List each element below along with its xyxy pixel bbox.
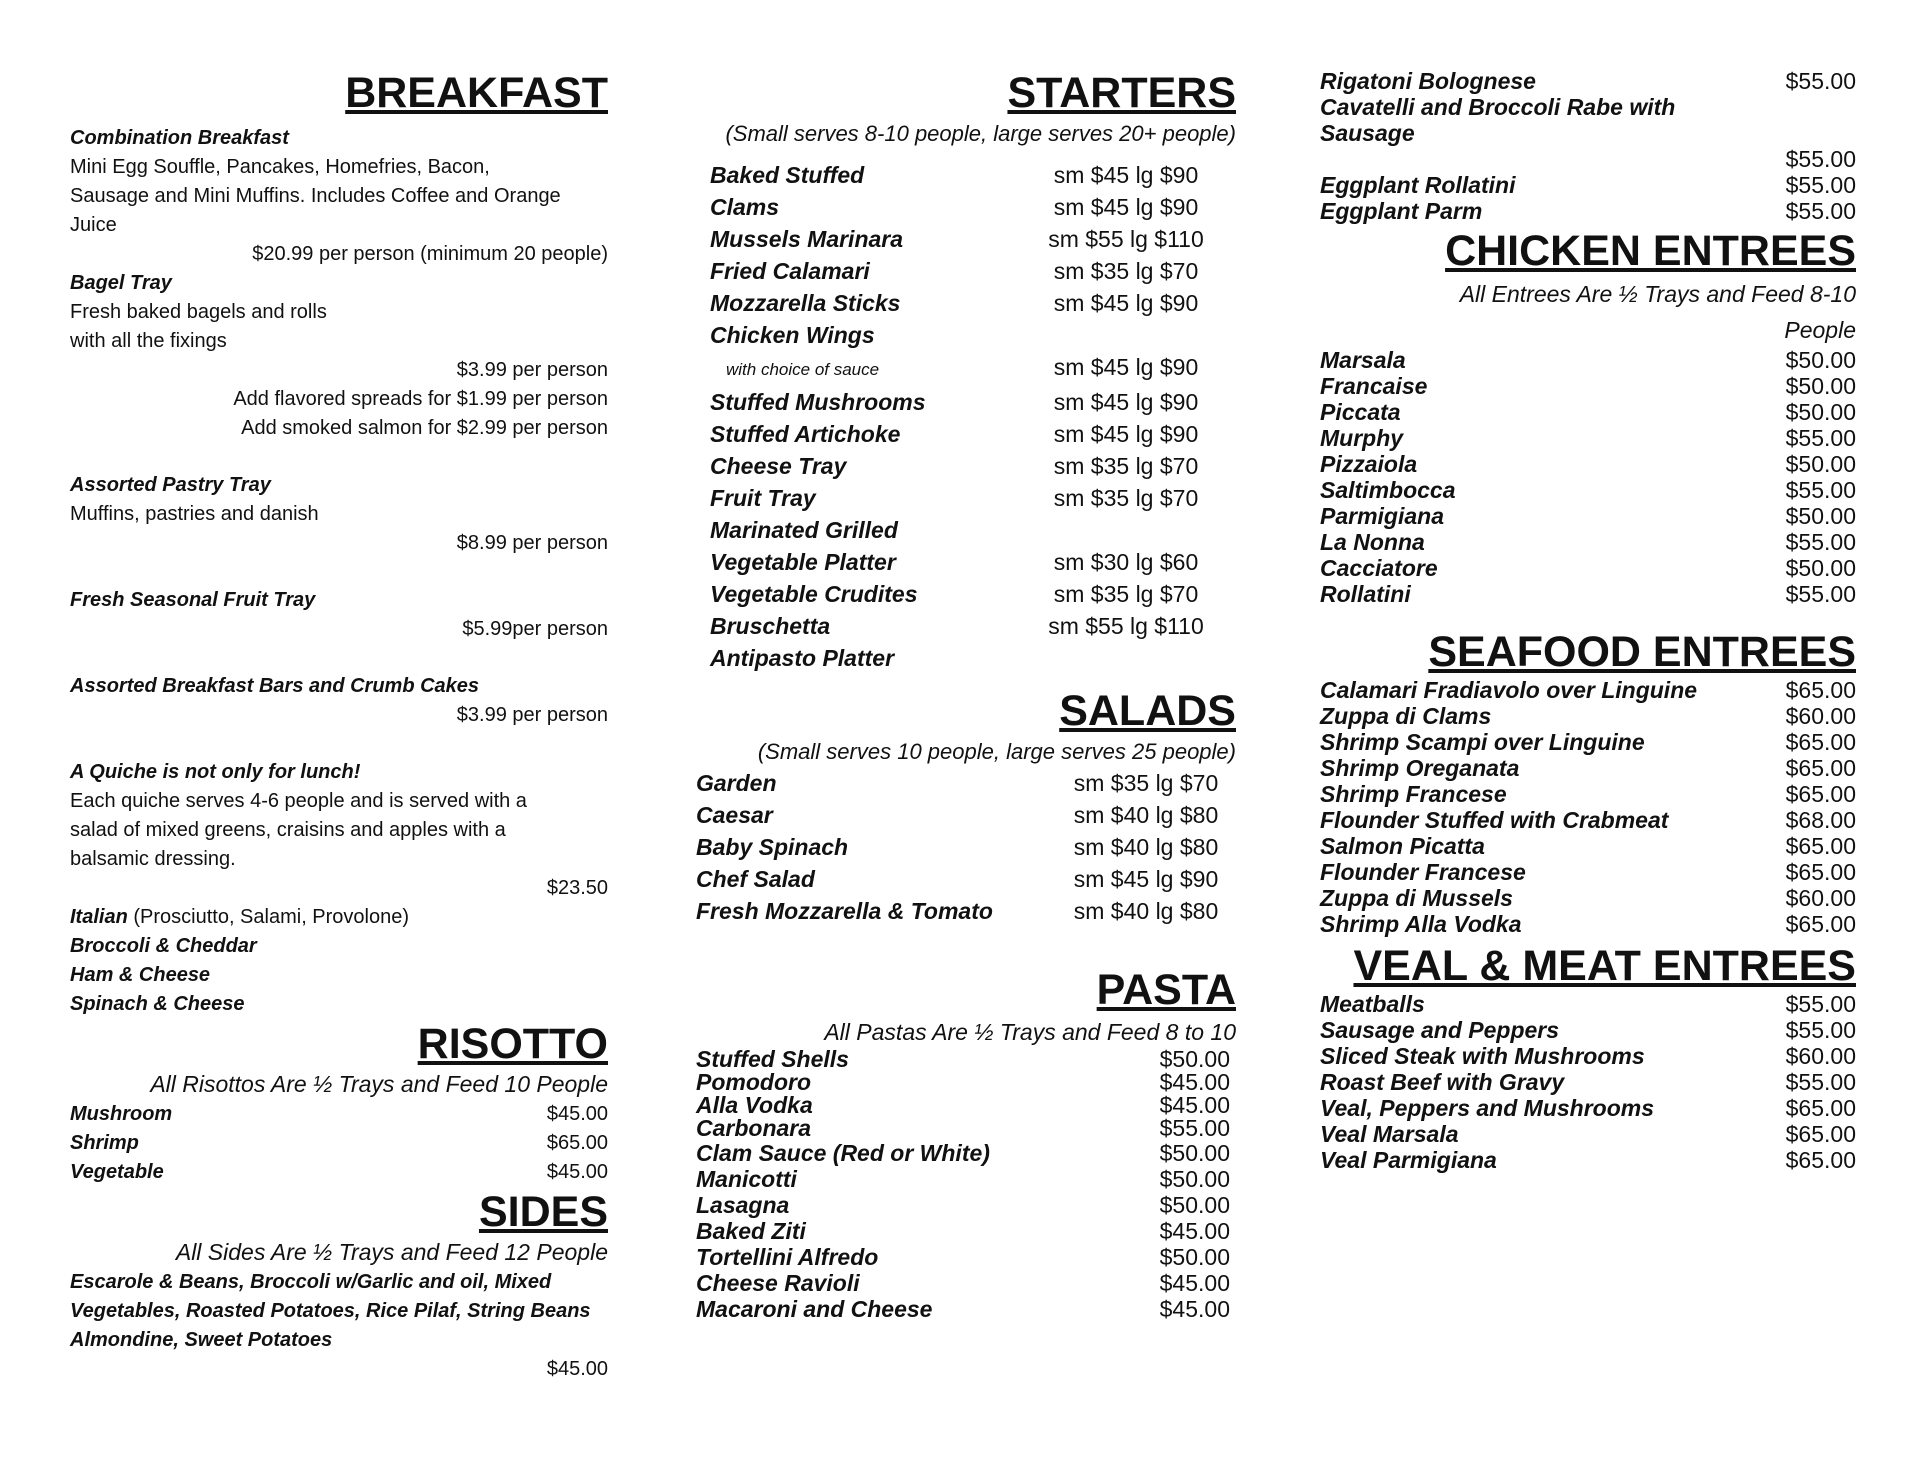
sides-price: $45.00 <box>546 1358 608 1380</box>
item-price: sm $40 lg $80 <box>1073 834 1219 860</box>
column-breakfast <box>70 68 608 1384</box>
item-price: $45.00 <box>546 1161 608 1183</box>
menu-item <box>696 418 1236 450</box>
risotto-heading: RISOTTO <box>417 1020 608 1068</box>
menu-item <box>696 386 1236 418</box>
item-price: sm $35 lg $70 <box>1053 581 1199 607</box>
menu-item <box>1320 1017 1856 1043</box>
item-price: sm $45 lg $90 <box>1053 421 1199 447</box>
item-price: sm $55 lg $110 <box>1048 226 1204 252</box>
item-name: Garden <box>696 770 777 796</box>
item-price: $55.00 <box>1785 198 1856 224</box>
item-price: $45.00 <box>1159 1092 1230 1118</box>
item-name: Chef Salad <box>696 866 815 892</box>
menu-item <box>1320 677 1856 703</box>
item-price: sm $30 lg $60 <box>1053 549 1199 575</box>
item-price: sm $35 lg $70 <box>1053 453 1199 479</box>
item-price: $55.00 <box>1785 425 1856 451</box>
item-price: sm $45 lg $90 <box>1053 194 1199 220</box>
item-name: Veal, Peppers and Mushrooms <box>1320 1095 1655 1121</box>
item-name: Mussels Marinara <box>710 226 904 252</box>
item-price: sm $45 lg $90 <box>1053 389 1199 415</box>
bagel-addon-spreads: Add flavored spreads for $1.99 per person <box>233 388 608 410</box>
item-price: $65.00 <box>1785 781 1856 807</box>
menu-item <box>1320 451 1856 477</box>
item-name: Shrimp Francese <box>1320 781 1507 807</box>
menu-item <box>1320 991 1856 1017</box>
item-price: $60.00 <box>1785 885 1856 911</box>
menu-item <box>1320 503 1856 529</box>
bagel-desc-1: Fresh baked bagels and rolls <box>70 301 327 323</box>
item-price: sm $55 lg $110 <box>1048 613 1204 639</box>
item-name: Baby Spinach <box>696 834 849 860</box>
item-name: Lasagna <box>696 1192 790 1218</box>
item-name: Carbonara <box>696 1115 812 1141</box>
item-name: Marsala <box>1320 347 1406 373</box>
item-name: Bruschetta <box>710 613 831 639</box>
quiche-price: $23.50 <box>546 877 608 899</box>
item-name: Baked Ziti <box>696 1218 806 1244</box>
menu-item <box>1320 347 1856 373</box>
item-name: Pomodoro <box>696 1069 811 1095</box>
item-price: $55.00 <box>1785 1069 1856 1095</box>
item-price: $45.00 <box>1159 1296 1230 1322</box>
menu-item <box>1320 373 1856 399</box>
menu-item <box>1320 1095 1856 1121</box>
item-price: $55.00 <box>1785 991 1856 1017</box>
item-price: $55.00 <box>1785 146 1856 172</box>
menu-item <box>696 159 1236 191</box>
sides-subtitle: All Sides Are ½ Trays and Feed 12 People <box>175 1239 608 1265</box>
menu-item <box>1320 885 1856 911</box>
item-name: Fruit Tray <box>710 485 816 511</box>
menu-item <box>1320 1147 1856 1173</box>
quiche-italian <box>70 903 608 932</box>
item-price: $50.00 <box>1785 373 1856 399</box>
item-name: Vegetable Crudites <box>710 581 918 607</box>
menu-item <box>70 1100 608 1129</box>
menu-item <box>1320 1121 1856 1147</box>
item-name: Roast Beef with Gravy <box>1320 1069 1565 1095</box>
quiche-name: A Quiche is not only for lunch! <box>70 761 361 783</box>
menu-item <box>696 1140 1236 1166</box>
pastry-desc: Muffins, pastries and danish <box>70 503 319 525</box>
item-name: Alla Vodka <box>696 1092 813 1118</box>
menu-item <box>1320 859 1856 885</box>
quiche-desc: Each quiche serves 4-6 people and is served with a salad of mixed greens, craisins and apples with a balsamic dressing. <box>70 790 527 870</box>
item-name: Piccata <box>1320 399 1401 425</box>
menu-item <box>1320 399 1856 425</box>
menu-item <box>1320 68 1856 94</box>
item-name: Fresh Mozzarella & Tomato <box>696 898 993 924</box>
item-name: Cheese Ravioli <box>696 1270 860 1296</box>
item-name: Shrimp Alla Vodka <box>1320 911 1522 937</box>
item-price: $55.00 <box>1785 1017 1856 1043</box>
item-price: $55.00 <box>1785 172 1856 198</box>
menu-item <box>696 351 1236 386</box>
salads-heading: SALADS <box>1059 687 1236 735</box>
item-name: Rollatini <box>1320 581 1411 607</box>
item-name: Sausage and Peppers <box>1320 1017 1560 1043</box>
item-name: Stuffed Mushrooms <box>710 389 926 415</box>
item-name: Antipasto Platter <box>710 645 895 671</box>
item-name: Tortellini Alfredo <box>696 1244 879 1270</box>
menu-item <box>696 863 1236 895</box>
item-price: $60.00 <box>1785 703 1856 729</box>
item-name: Stuffed Shells <box>696 1046 849 1072</box>
menu-item <box>696 1192 1236 1218</box>
item-name: Sliced Steak with Mushrooms <box>1320 1043 1645 1069</box>
menu-item <box>1320 529 1856 555</box>
item-name: Eggplant Parm <box>1320 198 1483 224</box>
column-entrees <box>1320 68 1856 1173</box>
item-price: $50.00 <box>1785 451 1856 477</box>
menu-item <box>696 799 1236 831</box>
item-name: Shrimp Scampi over Linguine <box>1320 729 1645 755</box>
bagel-addon-salmon: Add smoked salmon for $2.99 per person <box>241 417 608 439</box>
menu-item <box>696 1071 1236 1094</box>
item-price: $65.00 <box>1785 677 1856 703</box>
menu-item <box>1320 581 1856 607</box>
item-price: $65.00 <box>1785 859 1856 885</box>
menu-item <box>696 223 1236 255</box>
combo-desc: Mini Egg Souffle, Pancakes, Homefries, Bacon, Sausage and Mini Muffins. Includes Coffee and Orange Juice <box>70 156 561 236</box>
bagel-price: $3.99 per person <box>456 359 608 381</box>
menu-item <box>70 1158 608 1187</box>
item-price: $55.00 <box>1159 1115 1230 1141</box>
menu-item <box>1320 477 1856 503</box>
item-name: Cacciatore <box>1320 555 1438 581</box>
starters-subtitle: (Small serves 8-10 people, large serves 20+ people) <box>725 121 1236 146</box>
item-name: Baked Stuffed <box>710 162 865 188</box>
fruit-tray-price: $5.99per person <box>462 618 608 640</box>
menu-item <box>70 1129 608 1158</box>
item-price: $55.00 <box>1785 581 1856 607</box>
item-name: Zuppa di Clams <box>1320 703 1492 729</box>
item-name: Rigatoni Bolognese <box>1320 68 1536 94</box>
menu-item <box>696 255 1236 287</box>
pasta-list <box>696 1048 1236 1322</box>
item-name: Parmigiana <box>1320 503 1444 529</box>
menu-item <box>696 546 1236 578</box>
item-name: Vegetable Platter <box>710 549 896 575</box>
menu-item <box>1320 425 1856 451</box>
item-name: Saltimbocca <box>1320 477 1456 503</box>
menu-item <box>696 1244 1236 1270</box>
salads-list <box>696 767 1236 927</box>
item-name: Stuffed Artichoke <box>710 421 901 447</box>
sides-heading: SIDES <box>478 1188 608 1236</box>
item-name: Mozzarella Sticks <box>710 290 901 316</box>
item-price: $50.00 <box>1159 1166 1230 1192</box>
menu-item <box>696 767 1236 799</box>
menu-item <box>1320 807 1856 833</box>
item-name: Veal Parmigiana <box>1320 1147 1497 1173</box>
sides-list: Escarole & Beans, Broccoli w/Garlic and oil, Mixed Vegetables, Roasted Potatoes, Rice Pilaf, String Beans Almondine, Sweet Potatoes <box>70 1271 591 1351</box>
item-price: $68.00 <box>1785 807 1856 833</box>
quiche-type: Ham & Cheese <box>70 964 211 986</box>
item-name: Fried Calamari <box>710 258 870 284</box>
menu-item <box>1320 146 1856 172</box>
pasta-subtitle: All Pastas Are ½ Trays and Feed 8 to 10 <box>824 1019 1236 1045</box>
column-starters <box>696 68 1236 1322</box>
menu-item <box>696 610 1236 642</box>
item-price: $50.00 <box>1785 555 1856 581</box>
item-price: $55.00 <box>1785 68 1856 94</box>
veal-heading: VEAL & MEAT ENTREES <box>1353 942 1856 990</box>
menu-item <box>1320 1069 1856 1095</box>
menu-item <box>1320 911 1856 937</box>
item-price: $45.00 <box>1159 1218 1230 1244</box>
pastry-price: $8.99 per person <box>456 532 608 554</box>
salads-subtitle: (Small serves 10 people, large serves 25 people) <box>757 739 1236 764</box>
item-price: $65.00 <box>1785 1147 1856 1173</box>
item-price: $45.00 <box>1159 1270 1230 1296</box>
menu-item <box>696 642 1236 674</box>
item-name: Veal Marsala <box>1320 1121 1459 1147</box>
quiche-italian-detail: (Prosciutto, Salami, Provolone) <box>133 906 410 928</box>
chicken-subtitle-1: All Entrees Are ½ Trays and Feed 8-10 <box>1459 281 1856 307</box>
menu-item <box>696 831 1236 863</box>
starters-list <box>696 159 1236 674</box>
item-name: Salmon Picatta <box>1320 833 1485 859</box>
item-name: La Nonna <box>1320 529 1425 555</box>
item-name: Pizzaiola <box>1320 451 1418 477</box>
item-price: $50.00 <box>1159 1244 1230 1270</box>
item-name: with choice of sauce <box>726 360 880 379</box>
menu-item <box>696 1117 1236 1140</box>
menu-item <box>696 1094 1236 1117</box>
fruit-tray-name: Fresh Seasonal Fruit Tray <box>70 589 316 611</box>
menu-item <box>1320 198 1856 224</box>
menu-item <box>1320 172 1856 198</box>
quiche-type: Broccoli & Cheddar <box>70 935 257 957</box>
item-price: $45.00 <box>1159 1069 1230 1095</box>
item-price: $65.00 <box>1785 833 1856 859</box>
veal-list <box>1320 991 1856 1173</box>
seafood-list <box>1320 677 1856 937</box>
item-price: $65.00 <box>546 1132 608 1154</box>
item-name: Meatballs <box>1320 991 1425 1017</box>
item-name: Macaroni and Cheese <box>696 1296 933 1322</box>
quiche-italian-name: Italian <box>70 906 128 928</box>
item-price: $45.00 <box>546 1103 608 1125</box>
menu-item <box>1320 755 1856 781</box>
pastry-name: Assorted Pastry Tray <box>70 474 271 496</box>
menu-item <box>1320 555 1856 581</box>
item-price: sm $40 lg $80 <box>1073 802 1219 828</box>
item-price: $55.00 <box>1785 477 1856 503</box>
item-price: sm $45 lg $90 <box>1053 290 1199 316</box>
quiche-type: Spinach & Cheese <box>70 993 245 1015</box>
item-name: Zuppa di Mussels <box>1320 885 1513 911</box>
menu-item <box>696 191 1236 223</box>
item-price: $65.00 <box>1785 755 1856 781</box>
menu-item <box>696 287 1236 319</box>
menu-item <box>1320 703 1856 729</box>
chicken-heading: CHICKEN ENTREES <box>1445 227 1856 275</box>
item-name: Francaise <box>1320 373 1428 399</box>
menu-item <box>696 895 1236 927</box>
bagel-name: Bagel Tray <box>70 272 172 294</box>
item-price: $65.00 <box>1785 1095 1856 1121</box>
item-name: Eggplant Rollatini <box>1320 172 1516 198</box>
menu-item <box>696 1166 1236 1192</box>
item-name: Mushroom <box>70 1103 173 1125</box>
risotto-subtitle: All Risottos Are ½ Trays and Feed 10 People <box>150 1071 608 1097</box>
item-name: Shrimp Oreganata <box>1320 755 1520 781</box>
menu-item <box>696 578 1236 610</box>
item-price: $65.00 <box>1785 911 1856 937</box>
item-name: Marinated Grilled <box>710 517 898 543</box>
menu-item <box>696 1048 1236 1071</box>
combo-name: Combination Breakfast <box>70 127 289 149</box>
item-price: sm $45 lg $90 <box>1053 162 1199 188</box>
pasta-continued-list <box>1320 68 1856 224</box>
item-name: Vegetable <box>70 1161 164 1183</box>
item-price: sm $45 lg $90 <box>1053 354 1199 380</box>
item-price: $50.00 <box>1785 503 1856 529</box>
menu-item <box>696 319 1236 351</box>
item-price: $50.00 <box>1159 1140 1230 1166</box>
item-name: Chicken Wings <box>710 322 875 348</box>
item-name: Clams <box>710 194 780 220</box>
item-price: $65.00 <box>1785 729 1856 755</box>
item-price: sm $35 lg $70 <box>1053 258 1199 284</box>
bars-name: Assorted Breakfast Bars and Crumb Cakes <box>70 675 480 697</box>
item-name: Murphy <box>1320 425 1404 451</box>
bars-price: $3.99 per person <box>456 704 608 726</box>
item-price: $50.00 <box>1159 1192 1230 1218</box>
menu-item <box>696 514 1236 546</box>
chicken-subtitle-2: People <box>1784 317 1856 343</box>
menu-item <box>1320 781 1856 807</box>
item-price: $50.00 <box>1785 399 1856 425</box>
item-price: sm $35 lg $70 <box>1053 485 1199 511</box>
item-name: Shrimp <box>70 1132 139 1154</box>
starters-heading: STARTERS <box>1007 69 1236 117</box>
item-price: $55.00 <box>1785 529 1856 555</box>
item-name: Manicotti <box>696 1166 797 1192</box>
menu-item <box>1320 94 1856 146</box>
seafood-heading: SEAFOOD ENTREES <box>1428 628 1856 676</box>
menu-item <box>1320 1043 1856 1069</box>
item-price: $65.00 <box>1785 1121 1856 1147</box>
breakfast-heading: BREAKFAST <box>345 69 608 117</box>
menu-item <box>1320 833 1856 859</box>
menu-item <box>696 450 1236 482</box>
item-price: sm $45 lg $90 <box>1073 866 1219 892</box>
item-name: Clam Sauce (Red or White) <box>696 1140 990 1166</box>
item-name: Caesar <box>696 802 773 828</box>
item-name: Cheese Tray <box>710 453 847 479</box>
item-name: Cavatelli and Broccoli Rabe with Sausage <box>1320 94 1676 146</box>
item-price: $50.00 <box>1159 1046 1230 1072</box>
menu-item <box>1320 729 1856 755</box>
item-name: Calamari Fradiavolo over Linguine <box>1320 677 1698 703</box>
pasta-heading: PASTA <box>1096 966 1236 1014</box>
item-price: $50.00 <box>1785 347 1856 373</box>
chicken-list <box>1320 347 1856 607</box>
menu-item <box>696 482 1236 514</box>
menu-item <box>696 1218 1236 1244</box>
combo-price: $20.99 per person (minimum 20 people) <box>252 243 608 265</box>
item-name: Flounder Stuffed with Crabmeat <box>1320 807 1669 833</box>
menu-item <box>696 1270 1236 1296</box>
item-name: Flounder Francese <box>1320 859 1526 885</box>
menu-item <box>696 1296 1236 1322</box>
item-price: $60.00 <box>1785 1043 1856 1069</box>
bagel-desc-2: with all the fixings <box>70 330 227 352</box>
item-price: sm $40 lg $80 <box>1073 898 1219 924</box>
item-price: sm $35 lg $70 <box>1073 770 1219 796</box>
